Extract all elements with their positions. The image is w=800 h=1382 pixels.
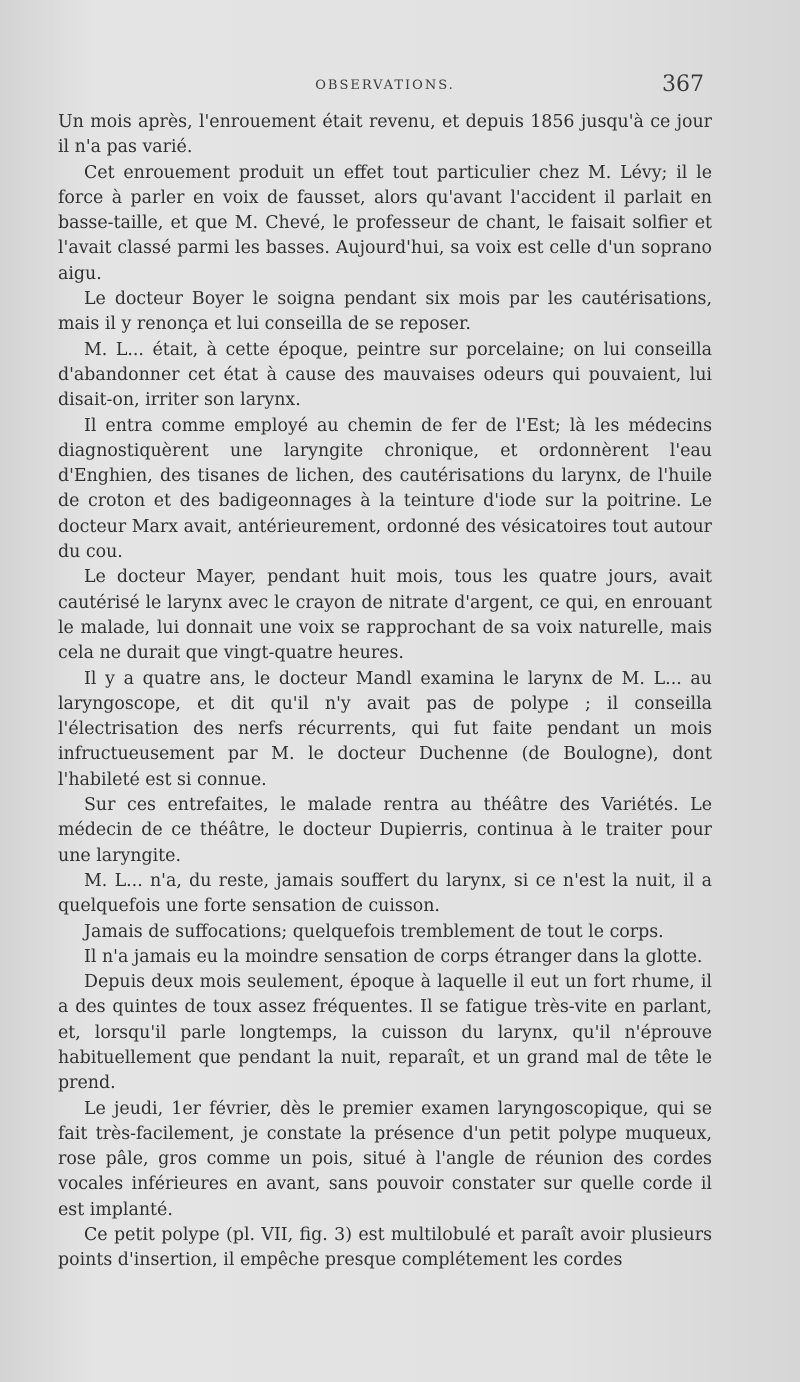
paragraph: Il y a quatre ans, le docteur Mandl examina le larynx de M. L... au laryngoscope, et dit qu'il n'y avait pas de polype ; il conseilla l'électrisation des nerfs récurrents, qui fut faite pendant un mois infructueusement par M. le docteur Duchenne (de Boulogne), dont l'habileté est si connue.: [58, 668, 712, 790]
paragraph: Cet enrouement produit un effet tout particulier chez M. Lévy; il le force à parler en voix de fausset, alors qu'avant l'accident il parlait en basse-taille, et que M. Chevé, le professeur de chant, le faisait solfier et l'avait classé parmi les basses. Aujourd'hui, sa voix est celle d'un soprano aigu.: [58, 162, 712, 284]
paragraph: Le jeudi, 1er février, dès le premier examen laryngoscopique, qui se fait très-facilement, je constate la présence d'un petit polype muqueux, rose pâle, gros comme un pois, situé à l'angle de réunion des cordes vocales inférieures en avant, sans pouvoir constater sur quelle corde il est implanté.: [58, 1098, 712, 1220]
paragraph: Sur ces entrefaites, le malade rentra au théâtre des Variétés. Le médecin de ce théâtre, le docteur Dupierris, continua à le traiter pour une laryngite.: [58, 795, 712, 866]
paragraph: M. L... était, à cette époque, peintre sur porcelaine; on lui conseilla d'abandonner cet état à cause des mauvaises odeurs qui pouvaient, lui disait-on, irriter son larynx.: [58, 339, 712, 411]
paragraph: Le docteur Boyer le soigna pendant six mois par les cautérisations, mais il y renonça et lui conseilla de se reposer.: [58, 289, 712, 335]
paragraph: Ce petit polype (pl. VII, fig. 3) est multilobulé et paraît avoir plusieurs points d'insertion, il empêche presque complétement les cordes: [58, 1225, 712, 1271]
running-head: OBSERVATIONS.: [315, 78, 455, 93]
paragraph: Il n'a jamais eu la moindre sensation de corps étranger dans la glotte.: [84, 946, 703, 967]
page-number: 367: [662, 72, 704, 97]
paragraph: Depuis deux mois seulement, époque à laquelle il eut un fort rhume, il a des quintes de toux assez fréquentes. Il se fatigue très-vite en parlant, et, lorsqu'il parle longtemps, la cuisson du larynx, qu'il n'éprouve habituellement que pendant la nuit, reparaît, et un grand mal de tête le prend.: [58, 972, 712, 1094]
paragraph: Le docteur Mayer, pendant huit mois, tous les quatre jours, avait cautérisé le larynx avec le crayon de nitrate d'argent, ce qui, en enrouant le malade, lui donnait une voix se rapprochant de sa voix naturelle, mais cela ne durait que vingt-quatre heures.: [58, 567, 712, 664]
page-header: [60, 70, 710, 110]
paragraph: Jamais de suffocations; quelquefois tremblement de tout le corps.: [84, 921, 664, 942]
paragraph: Il entra comme employé au chemin de fer de l'Est; là les médecins diagnostiquèrent une laryngite chronique, et ordonnèrent l'eau d'Enghien, des tisanes de lichen, des cautérisations du larynx, de l'huile de croton et des badigeonnages à la teinture d'iode sur la poitrine. Le docteur Marx avait, antérieurement, ordonné des vésicatoires tout autour du cou.: [58, 415, 712, 563]
paragraph: Un mois après, l'enrouement était revenu, et depuis 1856 jusqu'à ce jour il n'a pas varié.: [58, 112, 712, 158]
body-text: [58, 110, 712, 1274]
paragraph: M. L... n'a, du reste, jamais souffert du larynx, si ce n'est la nuit, il a quelquefois une forte sensation de cuisson.: [58, 870, 712, 917]
